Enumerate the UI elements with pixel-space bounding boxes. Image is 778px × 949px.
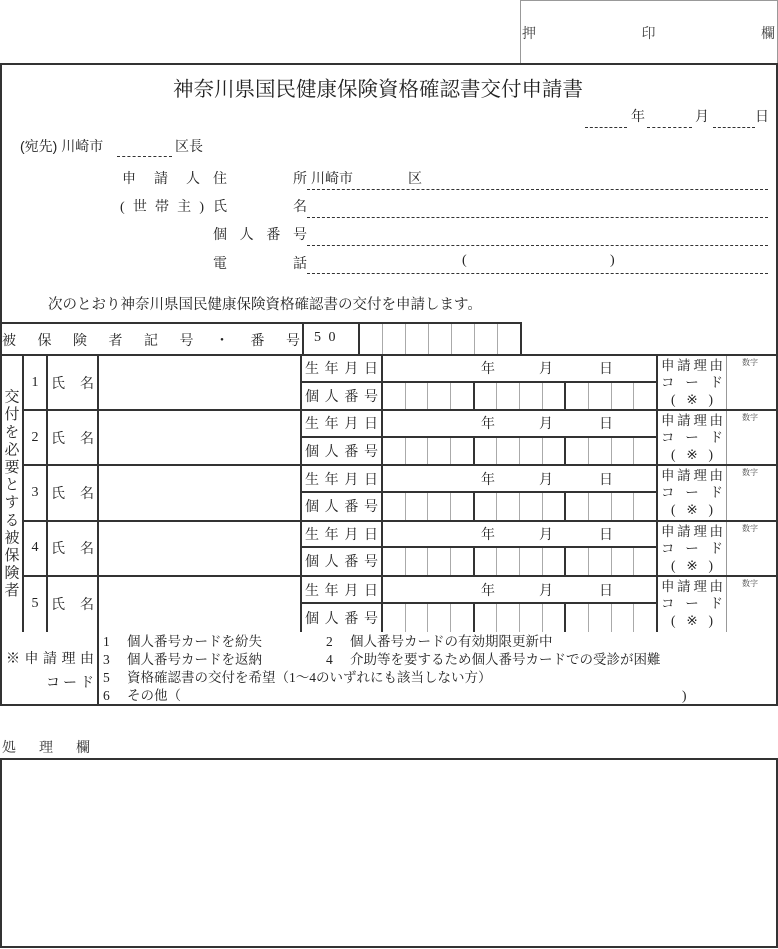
personal-number-field[interactable] [383, 604, 656, 632]
applicant-name-label: 氏名 [213, 200, 307, 215]
address-ward-suffix: 区 [408, 170, 422, 186]
reason-code-label-cell [656, 356, 727, 409]
reason-item-text: 資格確認書の交付を希望（1～4のいずれにも該当しない方） [127, 670, 492, 685]
insured-number-digit-cell[interactable] [360, 324, 383, 355]
personal-number-digit-cell[interactable] [566, 493, 589, 520]
address-city: 川崎市 [311, 170, 353, 186]
personal-number-digit-cell[interactable] [497, 548, 520, 575]
personal-number-label: 個人番号 [305, 612, 378, 628]
dob-day-label: 日 [599, 527, 613, 543]
personal-number-digit-cell[interactable] [543, 438, 567, 465]
dob-label: 生年月日 [305, 583, 378, 599]
person-name-label: 氏名 [51, 431, 94, 447]
personal-number-digit-cell[interactable] [543, 604, 567, 632]
insured-number-digit-cell[interactable] [475, 324, 498, 355]
personal-number-digit-cell[interactable] [451, 383, 475, 410]
personal-number-digit-cell[interactable] [634, 383, 656, 410]
personal-number-digit-cell[interactable] [589, 383, 612, 410]
addressee-ward-field[interactable] [117, 156, 172, 157]
person-name-label: 氏名 [51, 376, 94, 392]
personal-number-digit-cell[interactable] [475, 493, 498, 520]
reason-code-label-line3: (※) [671, 502, 713, 518]
reason-code-section [0, 632, 778, 705]
dob-month-label: 月 [539, 417, 553, 433]
dob-year-label: 年 [481, 527, 495, 543]
dob-label: 生年月日 [305, 362, 378, 378]
person-name-label: 氏名 [51, 598, 94, 614]
personal-number-digit-cell[interactable] [406, 604, 429, 632]
person-name-label-cell [48, 411, 99, 464]
personal-number-digit-cell[interactable] [497, 438, 520, 465]
personal-number-label: 個人番号 [305, 555, 378, 571]
personal-number-digit-cell[interactable] [520, 383, 543, 410]
form-title: 神奈川県国民健康保険資格確認書交付申請書 [173, 78, 583, 101]
reason-code-label-line1: 申請理由 [661, 468, 723, 484]
dob-label-cell [302, 577, 383, 605]
insured-number-digit-cell[interactable] [429, 324, 452, 355]
person-name-label-cell [48, 466, 99, 519]
address-field[interactable] [307, 189, 768, 190]
personal-number-digit-cell[interactable] [406, 383, 429, 410]
personal-number-digit-cell[interactable] [612, 493, 635, 520]
personal-number-digit-cell[interactable] [451, 493, 475, 520]
personal-number-digit-cell[interactable] [543, 383, 567, 410]
person-number: 1 [24, 356, 48, 409]
personal-number-digit-cell[interactable] [520, 548, 543, 575]
dob-day-label: 日 [599, 583, 613, 599]
reason-code-label-line1: 申請理由 [661, 413, 723, 429]
dob-field[interactable] [383, 466, 656, 493]
insured-person-row [24, 411, 778, 466]
personal-number-digit-cell[interactable] [634, 548, 656, 575]
personal-number-label: 個人番号 [305, 445, 378, 461]
date-day-field[interactable] [713, 127, 755, 128]
personal-number-digit-cell[interactable] [475, 383, 498, 410]
applicant-personal-number-label: 個人番号 [213, 228, 307, 243]
reason-code-label-line2: コード [661, 595, 723, 611]
personal-number-field[interactable] [383, 548, 656, 575]
dob-year-label: 年 [481, 417, 495, 433]
dob-month-label: 月 [539, 527, 553, 543]
reason-item-code: 2 [326, 634, 333, 649]
personal-number-digit-cell[interactable] [451, 604, 475, 632]
personal-number-digit-cell[interactable] [497, 493, 520, 520]
personal-number-digit-cell[interactable] [566, 383, 589, 410]
phone-open-paren: ( [462, 253, 467, 268]
reason-item-code: 3 [103, 652, 110, 667]
dob-month-label: 月 [539, 362, 553, 378]
person-name-label-cell [48, 577, 99, 632]
dob-label-cell [302, 466, 383, 493]
insured-persons-table [0, 354, 778, 632]
personal-number-label-cell [302, 604, 383, 632]
reason-code-label-cell [656, 577, 727, 632]
dob-field[interactable] [383, 522, 656, 549]
applicant-role-sub-label: (世帯主) [120, 200, 204, 215]
applicant-role-label: 申請人 [122, 172, 200, 187]
processing-label: 処理欄 [2, 739, 90, 755]
reason-item-code: 6 [103, 688, 110, 703]
person-number: 5 [24, 577, 48, 632]
digit-note: 数字 [742, 523, 758, 533]
insured-person-row [24, 522, 778, 577]
person-number: 2 [24, 411, 48, 464]
personal-number-digit-cell[interactable] [475, 604, 498, 632]
personal-number-label-cell [302, 493, 383, 520]
phone-label: 電話 [213, 257, 307, 272]
insured-number-digit-cell[interactable] [383, 324, 406, 355]
reason-code-label-line2: コード [661, 485, 723, 501]
personal-number-field[interactable] [383, 438, 656, 465]
digit-note: 数字 [742, 358, 758, 367]
reason-code-label-line3: (※) [671, 557, 713, 573]
dob-year-label: 年 [481, 472, 495, 488]
personal-number-digit-cell[interactable] [566, 604, 589, 632]
dob-day-label: 日 [599, 472, 613, 488]
dob-label-cell [302, 411, 383, 438]
insured-person-row [24, 356, 778, 411]
personal-number-digit-cell[interactable] [520, 438, 543, 465]
digit-note: 数字 [742, 468, 758, 478]
reason-code-field[interactable] [727, 356, 778, 409]
insured-number-digit-cell[interactable] [406, 324, 429, 355]
dob-year-label: 年 [481, 362, 495, 378]
reason-code-field[interactable] [727, 411, 778, 464]
phone-field[interactable] [307, 273, 768, 274]
dob-year-label: 年 [481, 583, 495, 599]
address-label: 住所 [213, 172, 307, 187]
personal-number-digit-cell[interactable] [520, 493, 543, 520]
persons-section-label-cell [0, 356, 24, 632]
reason-code-label-line3: (※) [671, 612, 713, 628]
personal-number-digit-cell[interactable] [383, 604, 406, 632]
dob-label: 生年月日 [305, 527, 378, 543]
digit-note: 数字 [742, 578, 758, 588]
reason-code-field[interactable] [727, 466, 778, 519]
personal-number-digit-cell[interactable] [451, 438, 475, 465]
personal-number-digit-cell[interactable] [543, 548, 567, 575]
reason-code-legend-label-line1: ※申請理由 [6, 652, 94, 667]
date-year-field[interactable] [585, 127, 627, 128]
personal-number-digit-cell[interactable] [383, 383, 406, 410]
application-statement: 次のとおり神奈川県国民健康保険資格確認書の交付を申請します。 [48, 297, 482, 313]
person-name-field[interactable] [99, 522, 302, 575]
reason-code-label-cell [656, 411, 727, 464]
reason-item-close-paren: ) [682, 688, 687, 703]
dob-month-label: 月 [539, 472, 553, 488]
phone-close-paren: ) [610, 253, 615, 268]
reason-item-text: 個人番号カードを紛失 [127, 634, 262, 649]
insured-number-digit-cell[interactable] [452, 324, 475, 355]
reason-item-code: 1 [103, 634, 110, 649]
reason-code-label-line1: 申請理由 [661, 578, 723, 594]
personal-number-digit-cell[interactable] [634, 604, 656, 632]
reason-code-label-line1: 申請理由 [661, 358, 723, 373]
insured-person-row [24, 577, 778, 632]
dob-label-cell [302, 522, 383, 549]
reason-code-label-line3: (※) [671, 447, 713, 463]
personal-number-digit-cell[interactable] [406, 548, 429, 575]
personal-number-label-cell [302, 438, 383, 465]
personal-number-digit-cell[interactable] [612, 438, 635, 465]
person-number: 4 [24, 522, 48, 575]
reason-code-field[interactable] [727, 522, 778, 575]
reason-item-text: その他（ [127, 688, 181, 703]
reason-code-legend-label-line2: コード [46, 676, 94, 691]
applicant-personal-number-field[interactable] [307, 245, 768, 246]
reason-item-text: 介助等を要するため個人番号カードでの受診が困難 [350, 652, 661, 667]
dob-month-label: 月 [539, 583, 553, 599]
personal-number-digit-cell[interactable] [543, 493, 567, 520]
addressee-suffix: 区長 [175, 138, 203, 154]
processing-box[interactable] [0, 758, 778, 948]
personal-number-digit-cell[interactable] [383, 493, 406, 520]
personal-number-digit-cell[interactable] [520, 604, 543, 632]
personal-number-digit-cell[interactable] [428, 548, 451, 575]
personal-number-digit-cell[interactable] [428, 493, 451, 520]
date-month-label: 月 [695, 110, 709, 125]
person-number: 3 [24, 466, 48, 519]
reason-code-label-line1: 申請理由 [661, 523, 723, 539]
applicant-name-field[interactable] [307, 217, 768, 218]
reason-item-code: 4 [326, 652, 333, 667]
personal-number-digit-cell[interactable] [566, 548, 589, 575]
reason-item-text: 個人番号カードを返納 [127, 652, 262, 667]
addressee-prefix: (宛先) 川崎市 [20, 138, 104, 154]
personal-number-digit-cell[interactable] [634, 493, 656, 520]
personal-number-label: 個人番号 [305, 500, 378, 516]
dob-label: 生年月日 [305, 472, 378, 488]
person-name-label-cell [48, 356, 99, 409]
personal-number-digit-cell[interactable] [475, 438, 498, 465]
insured-number-field[interactable] [360, 324, 520, 355]
dob-label-cell [302, 356, 383, 383]
personal-number-digit-cell[interactable] [589, 438, 612, 465]
personal-number-digit-cell[interactable] [451, 548, 475, 575]
insured-number-label: 被保険者記号・番号 [2, 334, 300, 349]
person-name-field[interactable] [99, 466, 302, 519]
personal-number-digit-cell[interactable] [406, 438, 429, 465]
reason-code-label-line3: (※) [671, 392, 713, 407]
personal-number-digit-cell[interactable] [428, 383, 451, 410]
date-year-label: 年 [631, 110, 645, 125]
personal-number-label-cell [302, 383, 383, 410]
reason-code-label-line2: コード [661, 430, 723, 446]
reason-item-text: 個人番号カードの有効期限更新中 [350, 634, 553, 649]
person-name-field[interactable] [99, 577, 302, 632]
personal-number-digit-cell[interactable] [612, 383, 635, 410]
dob-field[interactable] [383, 356, 656, 383]
date-day-label: 日 [755, 110, 769, 125]
dob-day-label: 日 [599, 362, 613, 378]
person-name-field[interactable] [99, 356, 302, 409]
personal-number-digit-cell[interactable] [589, 548, 612, 575]
personal-number-digit-cell[interactable] [428, 438, 451, 465]
reason-code-legend-label-cell [0, 632, 99, 705]
reason-code-field[interactable] [727, 577, 778, 632]
person-name-label: 氏名 [51, 486, 94, 502]
reason-code-label-cell [656, 522, 727, 575]
seal-box-label: 押印欄 [522, 25, 775, 41]
personal-number-digit-cell[interactable] [497, 383, 520, 410]
personal-number-digit-cell[interactable] [634, 438, 656, 465]
personal-number-digit-cell[interactable] [428, 604, 451, 632]
personal-number-digit-cell[interactable] [612, 548, 635, 575]
dob-field[interactable] [383, 411, 656, 438]
digit-note: 数字 [742, 413, 758, 423]
insured-number-row [0, 322, 522, 355]
person-name-field[interactable] [99, 411, 302, 464]
personal-number-digit-cell[interactable] [475, 548, 498, 575]
person-name-label-cell [48, 522, 99, 575]
personal-number-digit-cell[interactable] [612, 604, 635, 632]
seal-box [520, 0, 778, 64]
reason-code-label-cell [656, 466, 727, 519]
personal-number-digit-cell[interactable] [566, 438, 589, 465]
personal-number-digit-cell[interactable] [497, 604, 520, 632]
personal-number-field[interactable] [383, 383, 656, 410]
dob-label: 生年月日 [305, 417, 378, 433]
reason-code-label-line2: コード [661, 375, 723, 390]
personal-number-digit-cell[interactable] [589, 604, 612, 632]
insured-number-digit-cell[interactable] [498, 324, 520, 355]
personal-number-label-cell [302, 548, 383, 575]
personal-number-label: 個人番号 [305, 389, 378, 405]
persons-section-label: 交付を必要とする被保険者 [2, 388, 19, 600]
personal-number-digit-cell[interactable] [383, 548, 406, 575]
person-name-label: 氏名 [51, 542, 94, 558]
personal-number-digit-cell[interactable] [406, 493, 429, 520]
personal-number-digit-cell[interactable] [383, 438, 406, 465]
reason-item-code: 5 [103, 670, 110, 685]
reason-code-label-line2: コード [661, 540, 723, 556]
dob-day-label: 日 [599, 417, 613, 433]
date-month-field[interactable] [647, 127, 692, 128]
insured-number-prefix: 5 0 [302, 324, 360, 355]
insured-person-row [24, 466, 778, 521]
personal-number-digit-cell[interactable] [589, 493, 612, 520]
dob-field[interactable] [383, 577, 656, 605]
personal-number-field[interactable] [383, 493, 656, 520]
